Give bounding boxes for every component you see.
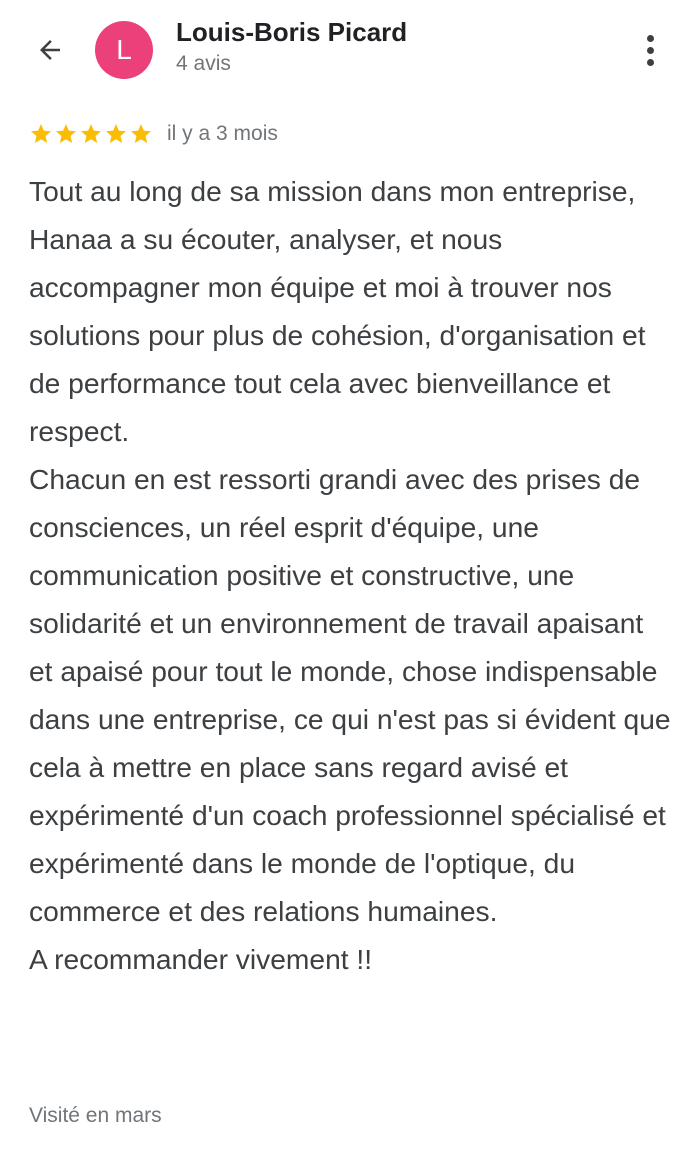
review-count: 4 avis bbox=[176, 52, 231, 75]
arrow-back-icon bbox=[35, 35, 65, 65]
avatar-letter: L bbox=[116, 34, 132, 65]
rating-row bbox=[29, 118, 278, 150]
author-name[interactable]: Louis-Boris Picard bbox=[176, 17, 408, 47]
review-text: Tout au long de sa mission dans mon entreprise, Hanaa a su écouter, analyser, et nous accompagner mon équipe et moi à trouver nos solutions pour plus de cohésion, d'organisation et de performance tout cela avec bienveillance et respect. Chacun en est ressorti grandi avec des prises de consciences, un réel esprit d'équipe, une communication positive et constructive, une solidarité et un environnement de travail apaisant et apaisé pour tout le monde, chose indispensable dans une entreprise, ce qui n'est pas si évident que cela à mettre en place sans regard avisé et expérimenté d'un coach professionnel spécialisé et expérimenté dans le monde de l'optique, du commerce et des relations humaines. A recommander vivement !! bbox=[29, 175, 671, 975]
star-icon bbox=[29, 122, 53, 146]
star-icon bbox=[104, 122, 128, 146]
more-vert-icon bbox=[647, 35, 654, 42]
back-button[interactable] bbox=[26, 28, 74, 72]
more-vert-icon-dot bbox=[647, 47, 654, 54]
star-icon bbox=[54, 122, 78, 146]
star-icon bbox=[129, 122, 153, 146]
review-header bbox=[0, 0, 700, 100]
star-icon bbox=[79, 122, 103, 146]
star-rating bbox=[29, 122, 153, 146]
review-date: il y a 3 mois bbox=[167, 122, 278, 145]
avatar[interactable] bbox=[95, 21, 153, 79]
visit-info: Visité en mars bbox=[29, 1104, 162, 1127]
more-options-button[interactable] bbox=[628, 26, 672, 74]
more-vert-icon-dot bbox=[647, 59, 654, 66]
